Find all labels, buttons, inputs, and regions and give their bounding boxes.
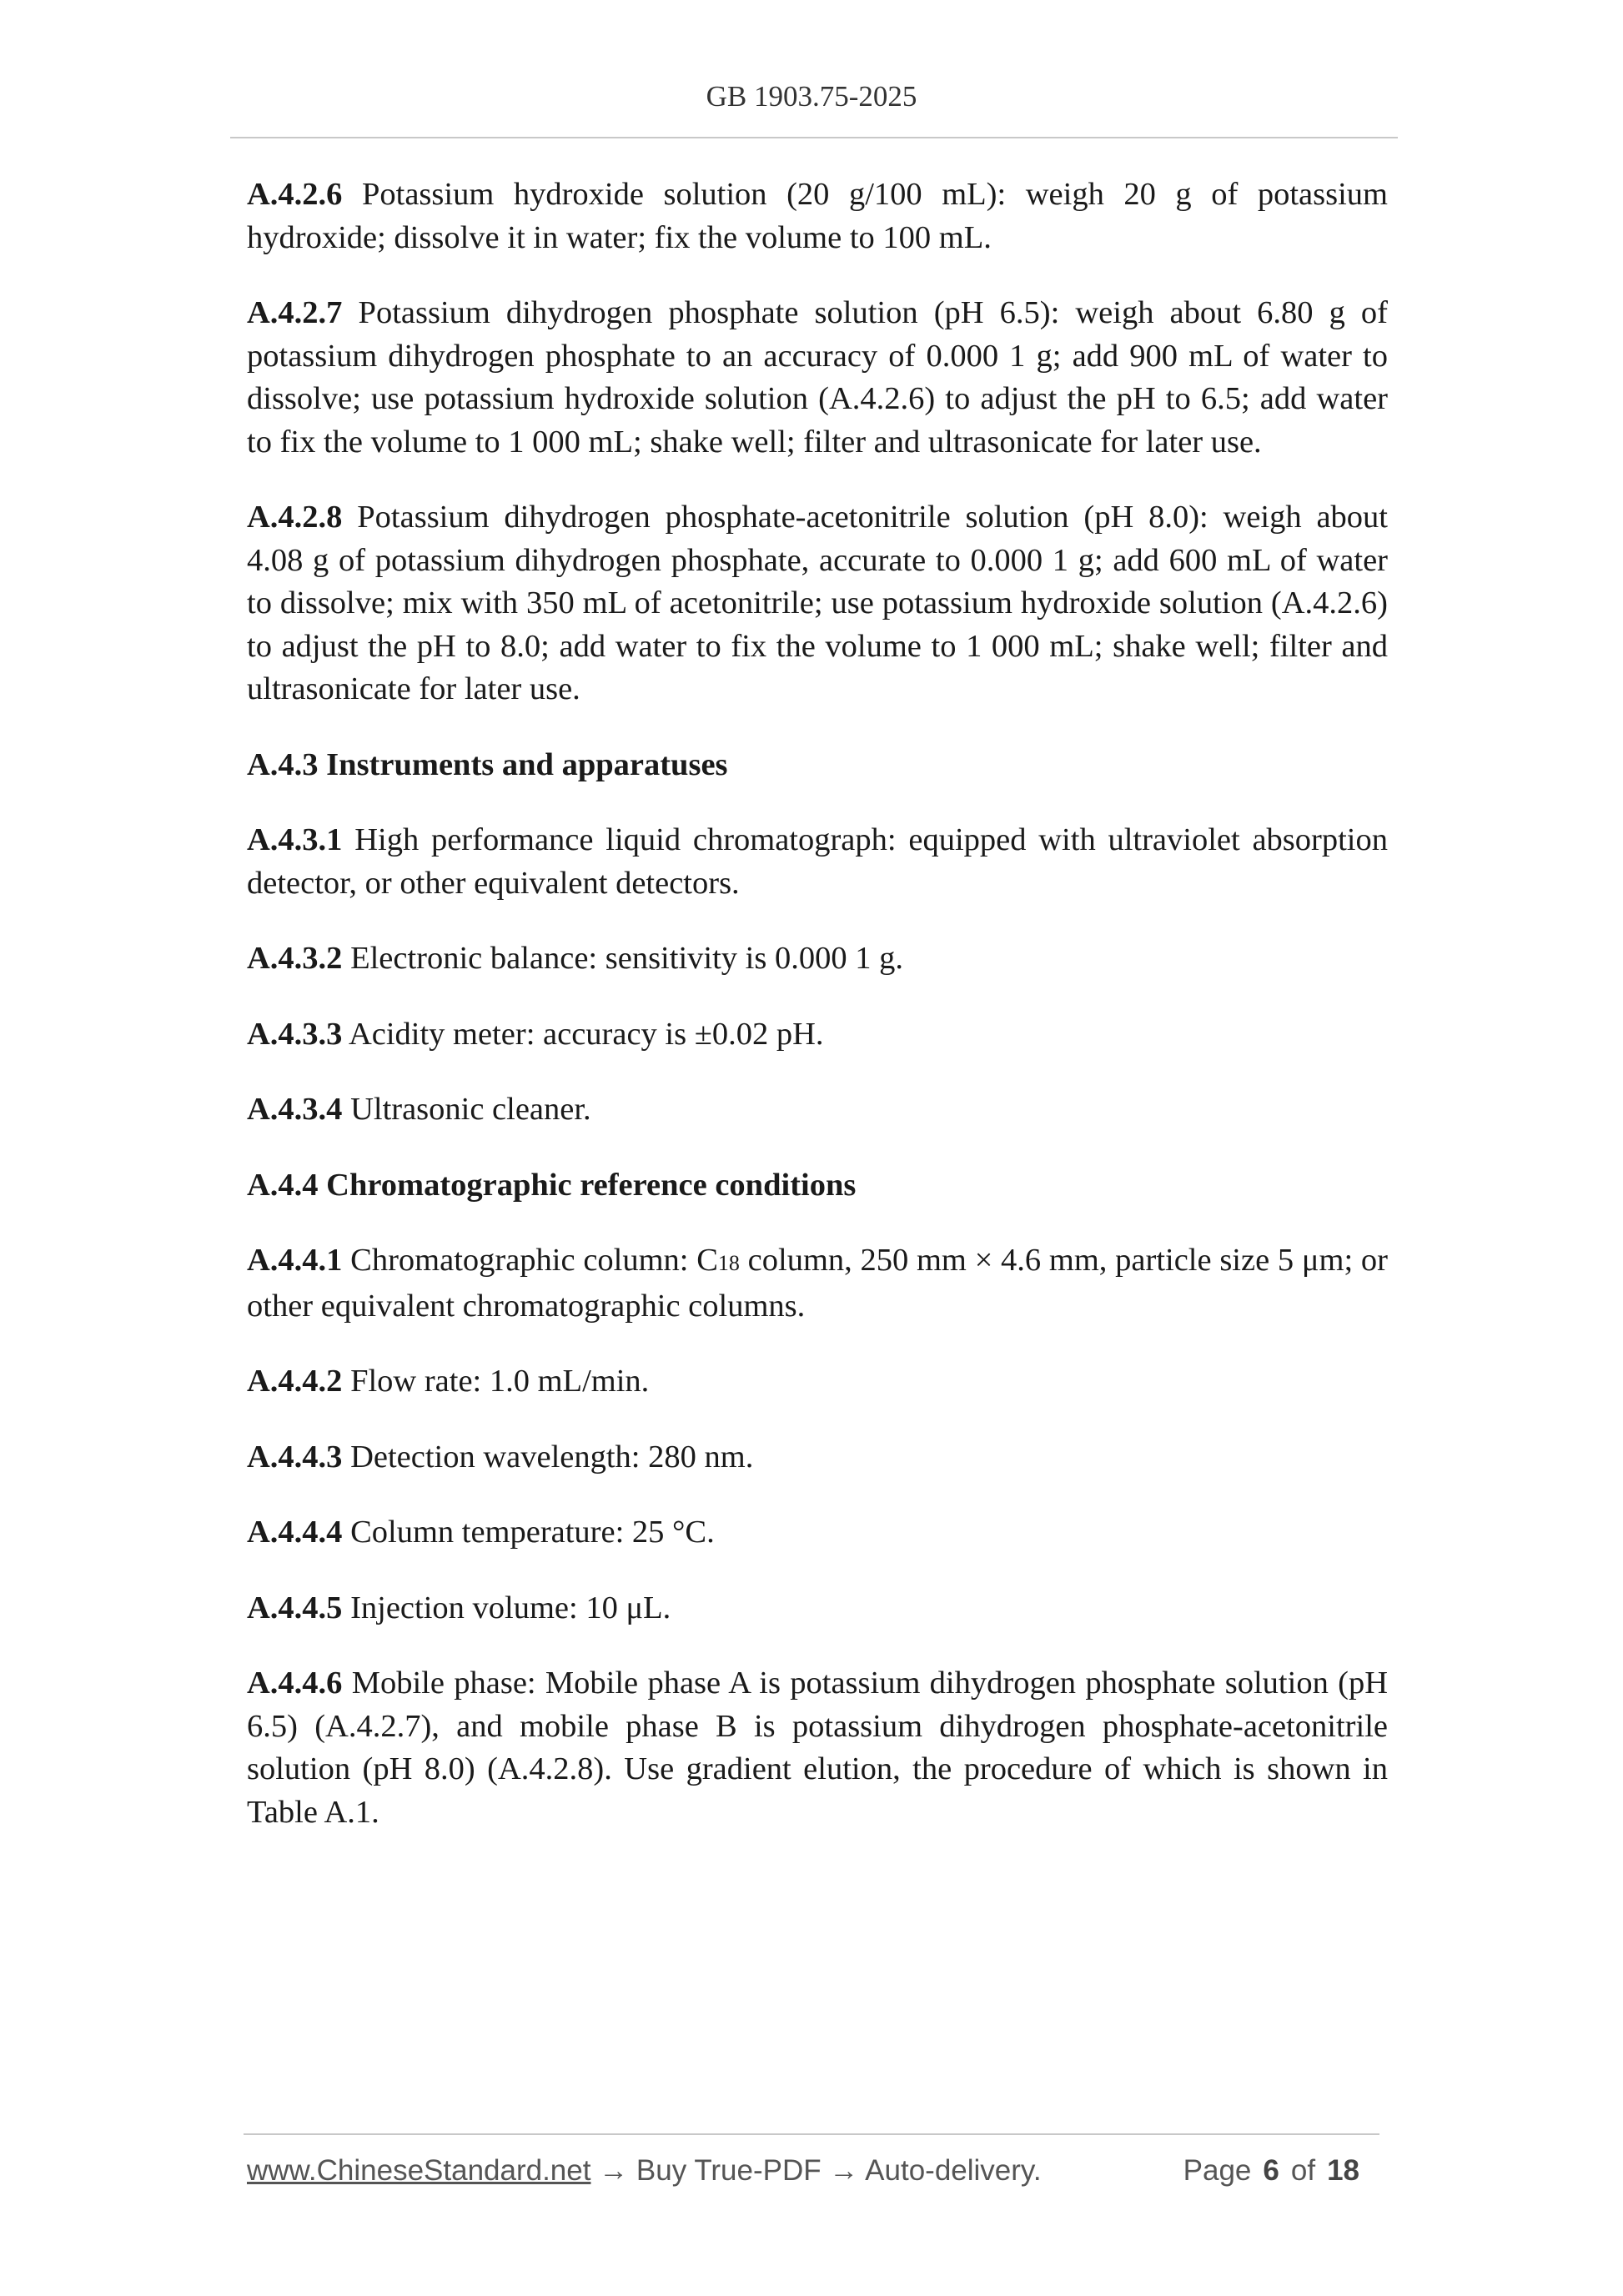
clause-text: Potassium hydroxide solution (20 g/100 mL): weigh 20 g of potassium hydroxide; dissolve it in water; fix the volume to 100 mL. [247,177,1388,255]
clause-a441 [247,1239,1388,1328]
clause-text: Detection wavelength: 280 nm. [350,1439,754,1475]
clause-number: A.4.3.2 [247,941,343,976]
clause-number: A.4.4.5 [247,1590,343,1625]
clause-text: High performance liquid chromatograph: equipped with ultraviolet absorption detector, or other equivalent detectors. [247,822,1388,901]
footer-promo [247,2154,1042,2188]
clause-a444 [247,1511,1388,1555]
clause-number: A.4.4.1 [247,1243,343,1278]
page-label: Page [1183,2154,1252,2187]
footer-divider [244,2133,1379,2135]
clause-text-before: Chromatographic column: C [350,1243,718,1278]
subscript-18: 18 [717,1251,740,1275]
clause-a445 [247,1587,1388,1630]
clause-a431 [247,819,1388,905]
clause-a433 [247,1013,1388,1057]
clause-text: Electronic balance: sensitivity is 0.000 1 g. [350,941,903,976]
clause-a428 [247,496,1388,711]
clause-a426 [247,173,1388,259]
clause-a443 [247,1436,1388,1480]
header-divider [230,137,1398,138]
clause-number: A.4.2.6 [247,177,343,212]
clause-number: A.4.4.6 [247,1665,343,1701]
clause-text: Ultrasonic cleaner. [350,1092,591,1127]
website-link[interactable]: www.ChineseStandard.net [247,2154,591,2187]
clause-text: Acidity meter: accuracy is ±0.02 pH. [348,1016,824,1052]
footer-tagline: → Buy True-PDF → Auto-delivery. [590,2154,1042,2187]
page-footer [247,2154,1379,2196]
clause-text: Flow rate: 1.0 mL/min. [350,1364,650,1399]
clause-text: Column temperature: 25 °C. [350,1515,715,1550]
clause-text: Mobile phase: Mobile phase A is potassium dihydrogen phosphate solution (pH 6.5) (A.4.2.7), and mobile phase B is potassium dihydrogen phosphate-acetonitrile solution (pH 8.0) (A.4.2.8). Use gradient elution, the procedure of which is shown in Table A.1. [247,1665,1389,1830]
page-current: 6 [1263,2154,1279,2187]
clause-number: A.4.4.2 [247,1364,343,1399]
clause-text: Injection volume: 10 μL. [350,1590,671,1625]
page-indicator [1183,2154,1371,2188]
clause-a446 [247,1662,1388,1834]
section-heading-instruments: A.4.3 Instruments and apparatuses [247,746,728,782]
page-total: 18 [1327,2154,1359,2187]
clause-a442 [247,1360,1388,1404]
clause-number: A.4.3.3 [247,1016,343,1052]
document-body [247,173,1388,1866]
clause-number: A.4.3.1 [247,822,343,857]
section-heading-chromatographic: A.4.4 Chromatographic reference conditions [247,1167,857,1203]
clause-number: A.4.4.4 [247,1515,343,1550]
page-header: GB 1903.75-2025 [706,80,917,113]
clause-number: A.4.2.8 [247,500,343,535]
clause-a434 [247,1088,1388,1132]
clause-number: A.4.4.3 [247,1439,343,1475]
clause-text: Potassium dihydrogen phosphate solution (pH 6.5): weigh about 6.80 g of potassium dihydrogen phosphate to an accuracy of 0.000 1 g; add 900 mL of water to dissolve; use potassium hydroxide solution (A.4.2.6) to adjust the pH to 6.5; add water to fix the volume to 1 000 mL; shake well; filter and ultrasonicate for later use. [247,295,1388,460]
clause-a427 [247,292,1388,464]
clause-text: Potassium dihydrogen phosphate-acetonitrile solution (pH 8.0): weigh about 4.08 g of potassium dihydrogen phosphate, accurate to 0.000 1 g; add 600 mL of water to dissolve; mix with 350 mL of acetonitrile; use potassium hydroxide solution (A.4.2.6) to adjust the pH to 8.0; add water to fix the volume to 1 000 mL; shake well; filter and ultrasonicate for later use. [247,500,1388,706]
clause-text-after: column, 250 mm × 4.6 mm, particle size 5 μm; or other equivalent chromatographic columns. [247,1243,1388,1324]
clause-a432 [247,937,1388,981]
page-of-label: of [1290,2154,1316,2187]
clause-number: A.4.2.7 [247,295,343,330]
clause-number: A.4.3.4 [247,1092,343,1127]
